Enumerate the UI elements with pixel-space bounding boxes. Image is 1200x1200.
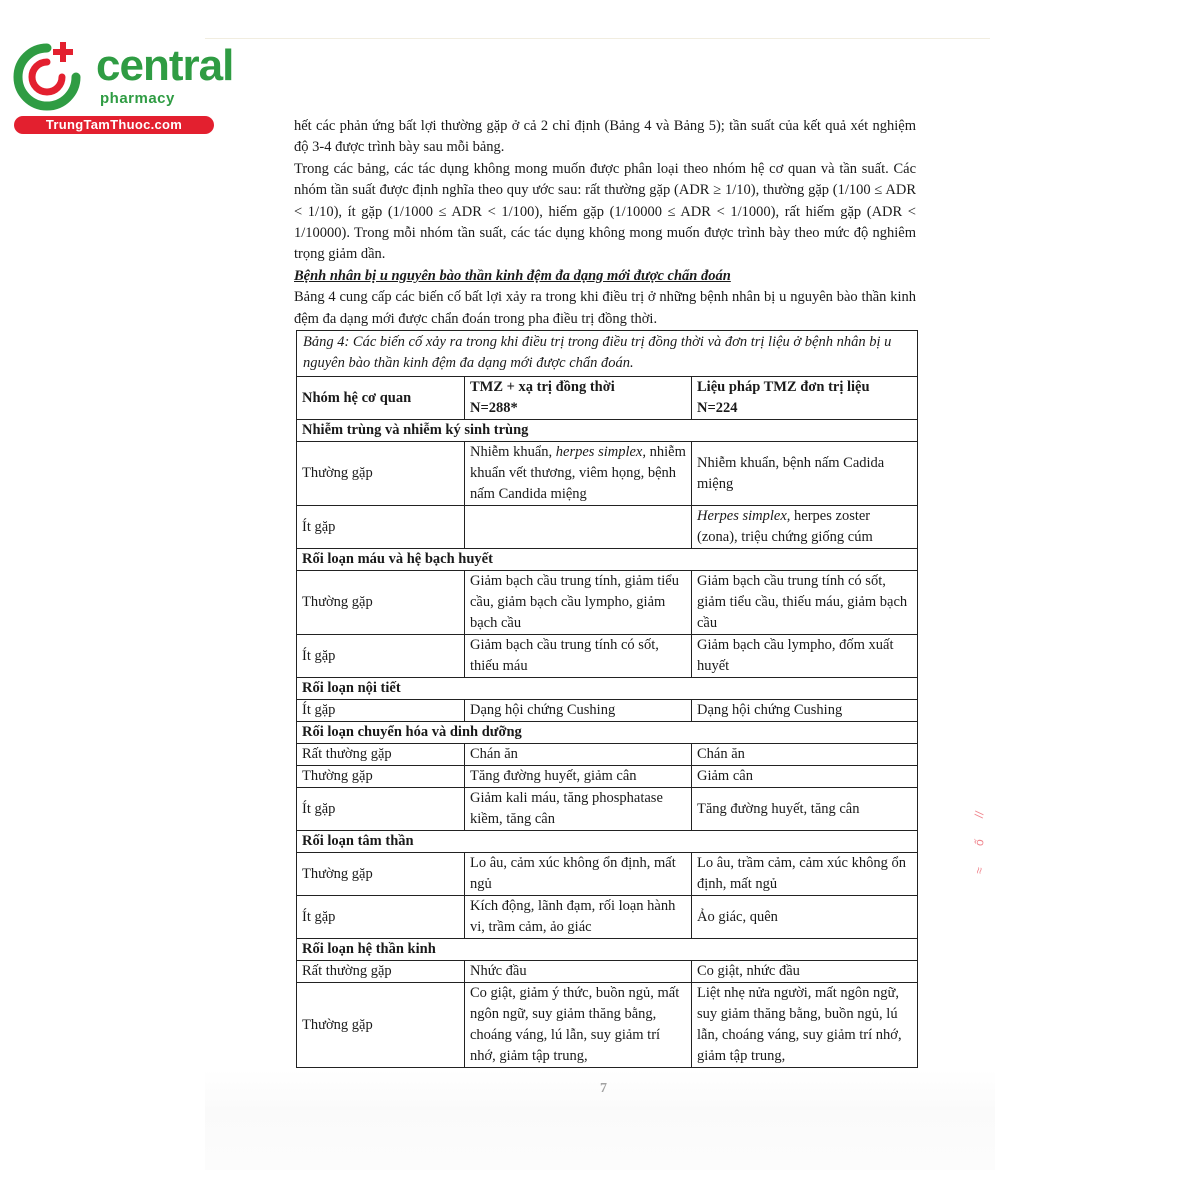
mono-cell: Chán ăn — [692, 744, 918, 766]
header-tmz-rt-n: N=288* — [470, 400, 518, 416]
group-row: Rối loạn chuyển hóa và dinh dưỡng — [297, 722, 918, 744]
tmz-rt-cell — [465, 442, 692, 506]
header-mono-n: N=224 — [697, 400, 738, 416]
header-tmz-monotherapy — [692, 377, 918, 420]
pharmacy-cross-logo-icon — [10, 40, 84, 114]
group-row: Rối loạn tâm thần — [297, 831, 918, 853]
logo-url-badge[interactable]: TrungTamThuoc.com — [14, 116, 214, 134]
paragraph-2: Trong các bảng, các tác dụng không mong muốn được phân loại theo nhóm hệ cơ quan và tần suất. Các nhóm tần suất được định nghĩa theo quy ước sau: rất thường gặp (ADR ≥ 1/10), thường gặp (1/100 ≤ ADR < 1/10), ít gặp (1/1000 ≤ ADR < 1/100), hiếm gặp (1/10000 ≤ ADR < 1/1000), rất hiếm gặp (ADR < 1/10000). Trong mỗi nhóm tần suất, các tác dụng không mong muốn được trình bày theo mức độ nghiêm trọng giảm dần. — [294, 160, 916, 263]
page-top-edge — [205, 38, 990, 39]
freq-cell: Rất thường gặp — [297, 961, 465, 983]
cell-text: nhiễm khuẩn vết thương, viêm họng, bệnh nấm Candida miệng — [470, 444, 686, 502]
mono-cell — [692, 506, 918, 549]
mono-cell: Lo âu, trầm cảm, cảm xúc không ổn định, mất ngủ — [692, 853, 918, 896]
freq-cell: Rất thường gặp — [297, 744, 465, 766]
scan-background — [205, 1070, 995, 1170]
freq-cell: Ít gặp — [297, 896, 465, 939]
freq-cell: Ít gặp — [297, 506, 465, 549]
header-mono-title: Liệu pháp TMZ đơn trị liệu — [697, 379, 870, 395]
tmz-rt-cell: Giảm bạch cầu trung tính có sốt, thiếu máu — [465, 635, 692, 678]
paragraph-3: Bảng 4 cung cấp các biến cố bất lợi xảy ra trong khi điều trị ở những bệnh nhân bị u nguyên bào thần kinh đệm đa dạng mới được chẩn đoán trong pha điều trị đồng thời. — [294, 289, 916, 327]
logo-brand-text: central — [96, 41, 234, 90]
freq-cell: Thường gặp — [297, 442, 465, 506]
header-tmz-radiotherapy — [465, 377, 692, 420]
mono-cell: Dạng hội chứng Cushing — [692, 700, 918, 722]
group-row: Rối loạn hệ thần kinh — [297, 939, 918, 961]
header-organ-system: Nhóm hệ cơ quan — [297, 377, 465, 420]
cell-text-italic: Herpes simplex, — [697, 508, 791, 524]
header-tmz-rt-title: TMZ + xạ trị đồng thời — [470, 379, 615, 395]
tmz-rt-cell: Giảm bạch cầu trung tính, giảm tiểu cầu, giảm bạch cầu lympho, giảm bạch cầu — [465, 571, 692, 635]
paragraph-1: hết các phản ứng bất lợi thường gặp ở cả 2 chỉ định (Bảng 4 và Bảng 5); tần suất của kết quả xét nghiệm độ 3-4 được trình bày sau mỗi bảng. — [294, 118, 916, 156]
tmz-rt-cell: Chán ăn — [465, 744, 692, 766]
group-row: Rối loạn máu và hệ bạch huyết — [297, 549, 918, 571]
cell-text: Nhiễm khuẩn, — [470, 444, 556, 460]
mono-cell: Tăng đường huyết, tăng cân — [692, 788, 918, 831]
tmz-rt-cell: Lo âu, cảm xúc không ổn định, mất ngủ — [465, 853, 692, 896]
tmz-rt-cell: Kích động, lãnh đạm, rối loạn hành vi, trầm cảm, ảo giác — [465, 896, 692, 939]
tmz-rt-cell: Nhức đầu — [465, 961, 692, 983]
tmz-rt-cell: Tăng đường huyết, giảm cân — [465, 766, 692, 788]
group-row: Nhiễm trùng và nhiễm ký sinh trùng — [297, 420, 918, 442]
freq-cell: Thường gặp — [297, 766, 465, 788]
mono-cell: Giảm cân — [692, 766, 918, 788]
mono-cell: Co giật, nhức đầu — [692, 961, 918, 983]
mono-cell: Giảm bạch cầu lympho, đốm xuất huyết — [692, 635, 918, 678]
table-caption: Bảng 4: Các biến cố xảy ra trong khi điều trị trong điều trị đồng thời và đơn trị liệu ở bệnh nhân bị u nguyên bào thần kinh đệm đa dạng mới được chẩn đoán. — [297, 331, 918, 377]
red-stamp-mark: // ố ≈ — [971, 810, 987, 876]
adverse-events-table — [296, 330, 918, 1068]
mono-cell: Giảm bạch cầu trung tính có sốt, giảm tiểu cầu, thiếu máu, giảm bạch cầu — [692, 571, 918, 635]
central-pharmacy-logo — [10, 38, 234, 138]
tmz-rt-cell: Giảm kali máu, tăng phosphatase kiềm, tăng cân — [465, 788, 692, 831]
freq-cell: Ít gặp — [297, 788, 465, 831]
tmz-rt-cell — [465, 506, 692, 549]
group-row: Rối loạn nội tiết — [297, 678, 918, 700]
mono-cell: Ảo giác, quên — [692, 896, 918, 939]
freq-cell: Ít gặp — [297, 635, 465, 678]
tmz-rt-cell: Dạng hội chứng Cushing — [465, 700, 692, 722]
freq-cell: Thường gặp — [297, 571, 465, 635]
cell-text: herpes zoster (zona), triệu chứng giống cúm — [697, 508, 873, 545]
section-heading: Bệnh nhân bị u nguyên bào thần kinh đệm đa dạng mới được chẩn đoán — [294, 267, 731, 284]
document-body — [294, 116, 916, 330]
mono-cell: Liệt nhẹ nửa người, mất ngôn ngữ, suy giảm thăng bằng, buồn ngủ, lú lẫn, choáng váng, suy giảm trí nhớ, giảm tập trung, — [692, 983, 918, 1068]
cell-text-italic: herpes simplex, — [555, 444, 646, 460]
mono-cell: Nhiễm khuẩn, bệnh nấm Cadida miệng — [692, 442, 918, 506]
logo-sub-text: pharmacy — [100, 90, 175, 107]
freq-cell: Thường gặp — [297, 983, 465, 1068]
tmz-rt-cell: Co giật, giảm ý thức, buồn ngủ, mất ngôn ngữ, suy giảm thăng bằng, choáng váng, lú lẫn, suy giảm trí nhớ, giảm tập trung, — [465, 983, 692, 1068]
freq-cell: Thường gặp — [297, 853, 465, 896]
freq-cell: Ít gặp — [297, 700, 465, 722]
